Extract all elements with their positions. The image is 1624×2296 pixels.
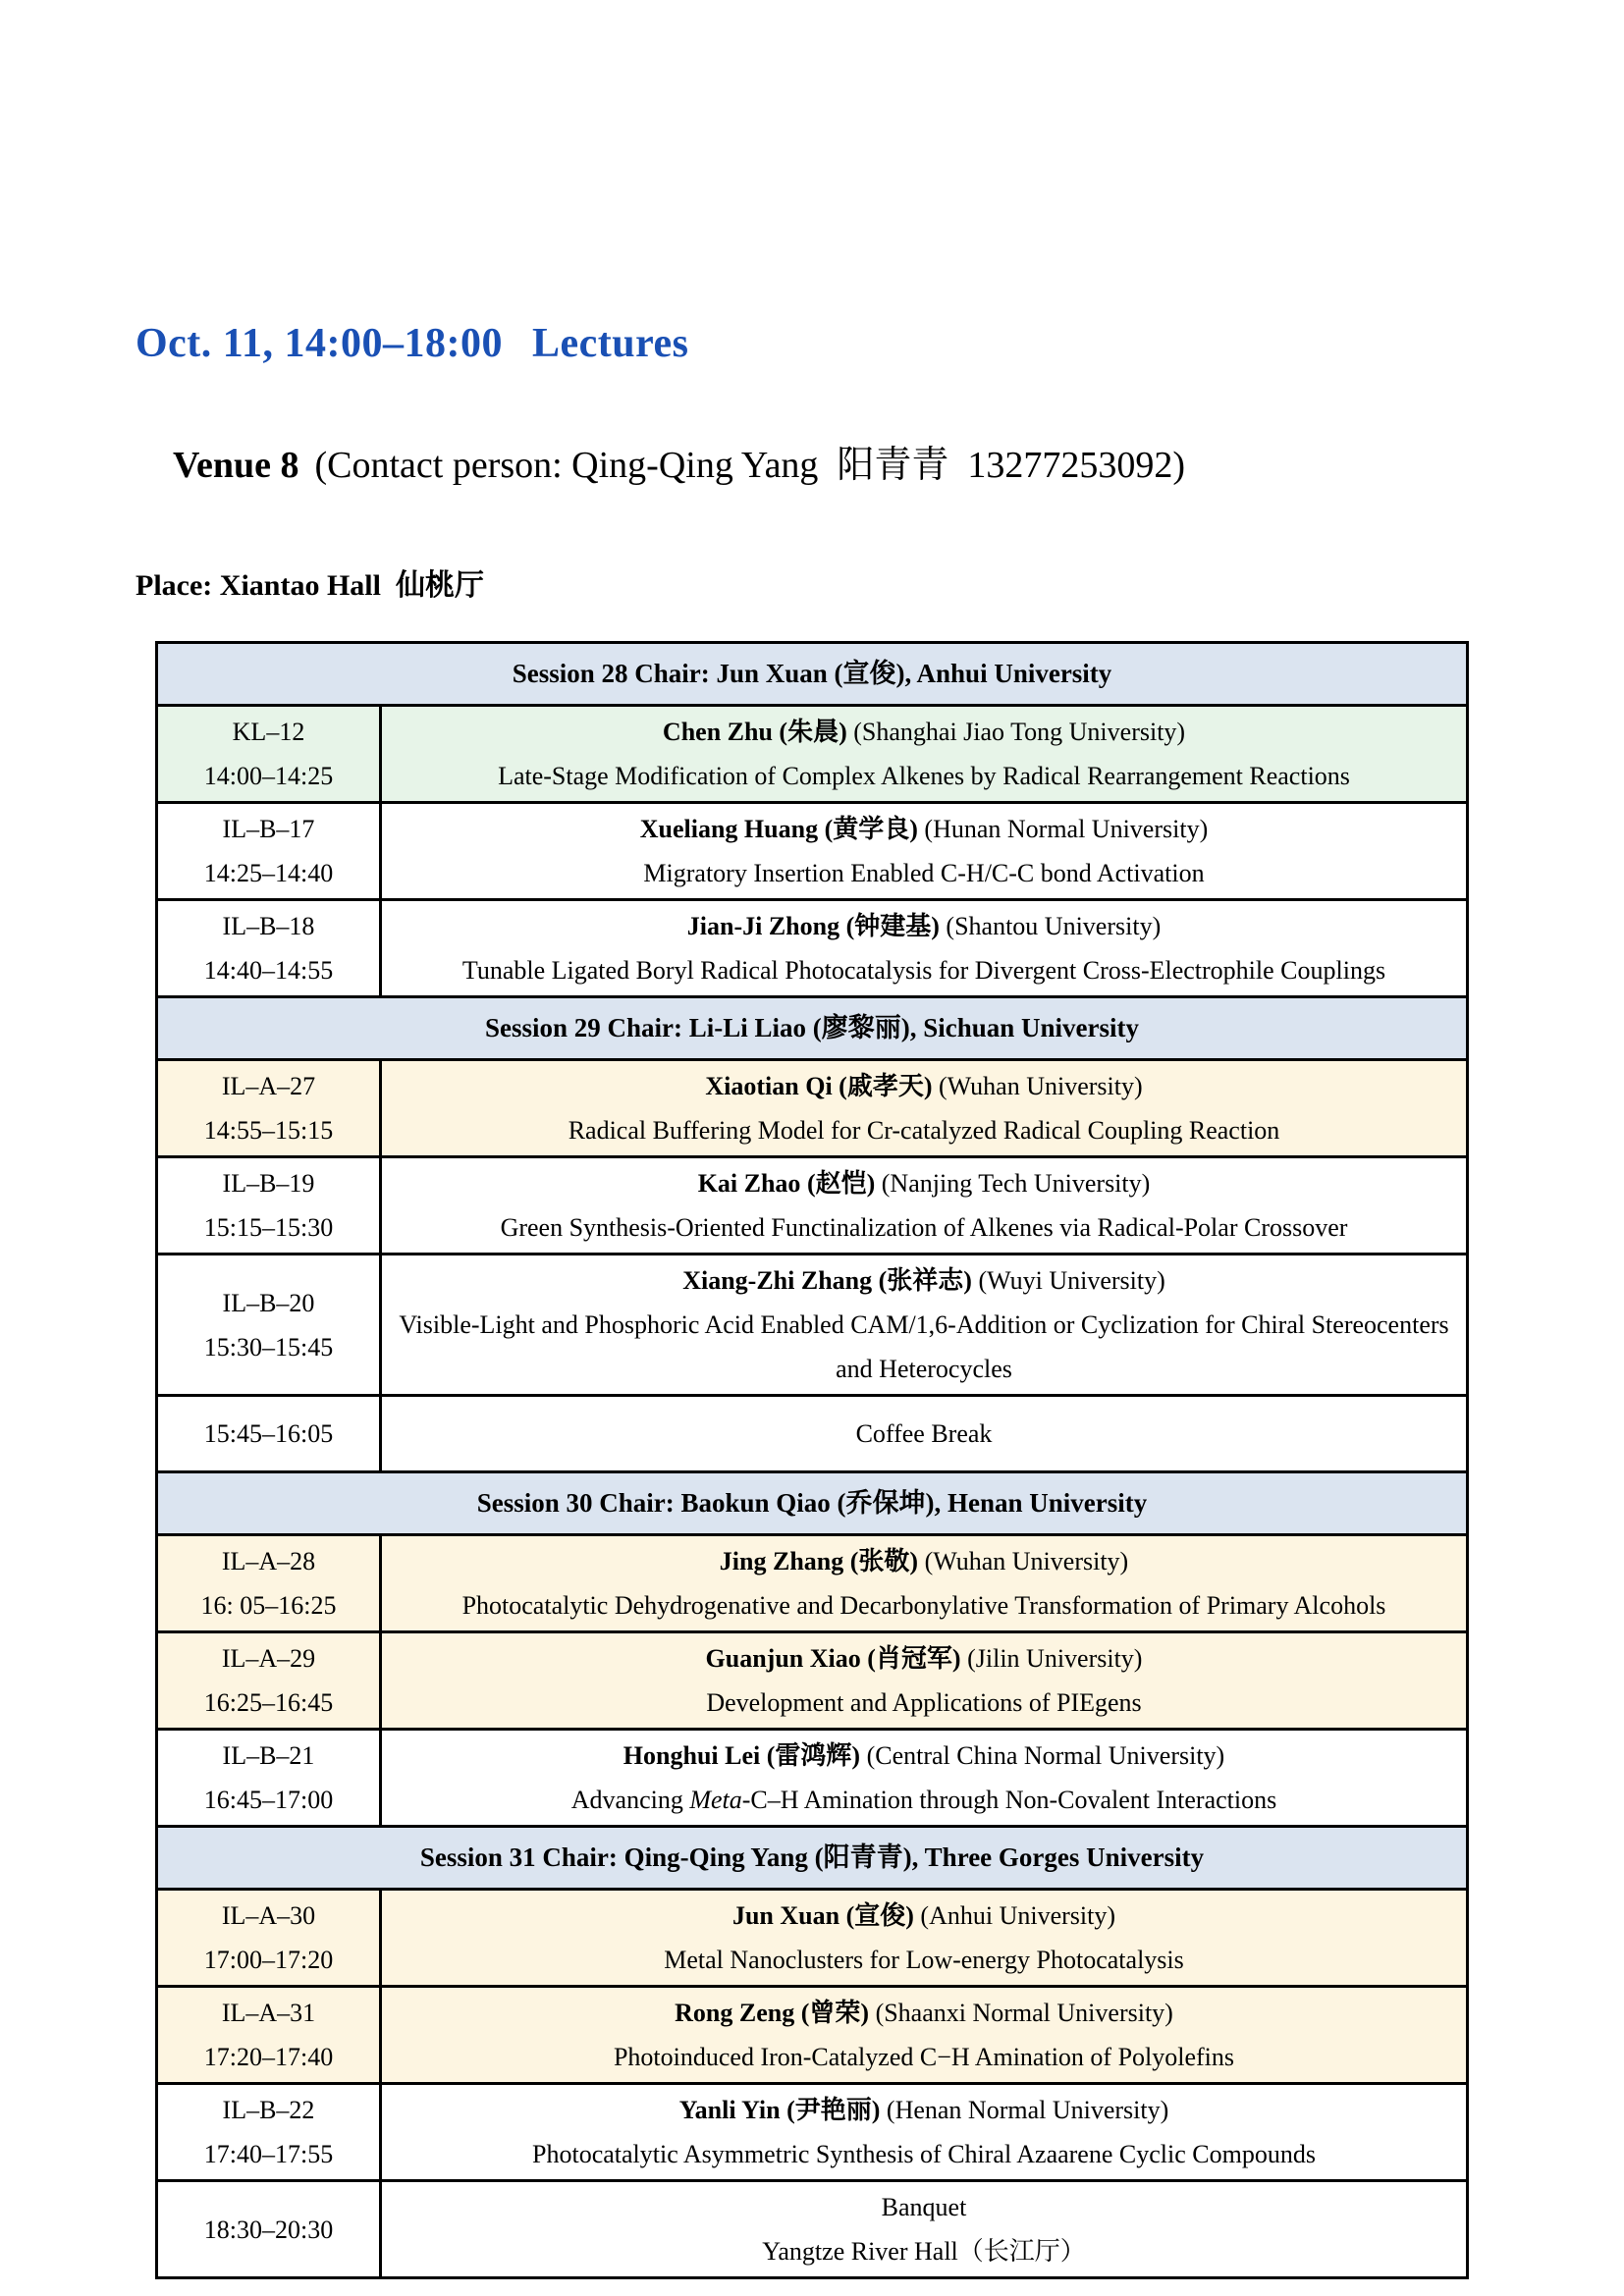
session-28-header-row: [157, 643, 1468, 706]
speaker-line: [392, 1636, 1456, 1681]
talk-row-il-b-21: [157, 1730, 1468, 1827]
talk-id: IL–B–20: [222, 1288, 315, 1317]
talk-id: IL–B–19: [222, 1169, 315, 1198]
talk-time: 14:25–14:40: [203, 859, 334, 887]
talk-id-time-cell: [157, 1535, 381, 1632]
banquet-label: Banquet: [881, 2193, 967, 2221]
speaker-name-cn: (肖冠军): [867, 1644, 961, 1673]
talk-time: 17:20–17:40: [203, 2043, 334, 2071]
talk-title: Photocatalytic Dehydrogenative and Decarbonylative Transformation of Primary Alcohols: [461, 1591, 1386, 1620]
talk-id-time-cell: [157, 706, 381, 803]
speaker-affiliation: (Wuhan University): [924, 1547, 1129, 1575]
talk-info-cell: [381, 1730, 1468, 1827]
speaker-name-cn: (尹艳丽): [786, 2096, 881, 2124]
speaker-line: [392, 1734, 1456, 1778]
speaker-affiliation: (Anhui University): [920, 1901, 1116, 1930]
speaker-affiliation: (Central China Normal University): [866, 1741, 1225, 1770]
speaker-line: [392, 807, 1456, 851]
talk-id: IL–B–21: [222, 1741, 315, 1770]
talk-info-cell: [381, 900, 1468, 997]
speaker-affiliation: (Shaanxi Normal University): [875, 1999, 1173, 2027]
talk-id: IL–A–27: [221, 1072, 316, 1100]
talk-time: 14:55–15:15: [203, 1116, 334, 1145]
speaker-line: [392, 1064, 1456, 1108]
talk-row-il-b-20: [157, 1255, 1468, 1396]
talk-row-il-b-22: [157, 2084, 1468, 2181]
break-time-cell: 15:45–16:05: [157, 1396, 381, 1472]
talk-title: Development and Applications of PIEgens: [706, 1688, 1142, 1717]
talk-time: 15:15–15:30: [203, 1213, 334, 1242]
talk-time: 16: 05–16:25: [200, 1591, 337, 1620]
speaker-line: [392, 1258, 1456, 1303]
talk-info-cell: [381, 1632, 1468, 1730]
italic-meta: Meta: [689, 1786, 742, 1814]
talk-row-kl-12: [157, 706, 1468, 803]
talk-info-cell: [381, 2084, 1468, 2181]
speaker-name: Jun Xuan: [731, 1901, 840, 1930]
banquet-time-cell: 18:30–20:30: [157, 2181, 381, 2278]
speaker-affiliation: (Jilin University): [967, 1644, 1143, 1673]
talk-time: 16:25–16:45: [203, 1688, 334, 1717]
speaker-name: Jing Zhang: [719, 1547, 844, 1575]
speaker-name: Xiaotian Qi: [705, 1072, 833, 1100]
speaker-affiliation: (Shanghai Jiao Tong University): [853, 718, 1186, 746]
talk-row-il-a-29: [157, 1632, 1468, 1730]
session-30-title: Session 30 Chair: Baokun Qiao (乔保坤), Henan University: [157, 1472, 1468, 1535]
speaker-line: [392, 904, 1456, 948]
talk-id-time-cell: [157, 2084, 381, 2181]
talk-info-cell: [381, 706, 1468, 803]
session-31-header-row: [157, 1827, 1468, 1890]
session-29-title: Session 29 Chair: Li-Li Liao (廖黎丽), Sichuan University: [157, 997, 1468, 1060]
talk-time: 14:00–14:25: [203, 762, 334, 790]
speaker-line: [392, 1894, 1456, 1938]
talk-info-cell: [381, 803, 1468, 900]
venue-contact: (Contact person: Qing-Qing Yang 阳青青 13277253092): [314, 445, 1186, 486]
talk-title: Green Synthesis-Oriented Functinalization of Alkenes via Radical-Polar Crossover: [500, 1213, 1348, 1242]
coffee-break-row: [157, 1396, 1468, 1472]
talk-time: 17:00–17:20: [203, 1946, 334, 1974]
schedule-table: [155, 641, 1469, 2279]
talk-title: Visible-Light and Phosphoric Acid Enabled CAM/1,6-Addition or Cyclization for Chiral Stereocenters and Heterocycles: [399, 1310, 1449, 1383]
talk-id: IL–A–31: [221, 1999, 316, 2027]
talk-id-time-cell: [157, 1730, 381, 1827]
session-31-title: Session 31 Chair: Qing-Qing Yang (阳青青), Three Gorges University: [157, 1827, 1468, 1890]
speaker-line: [392, 1161, 1456, 1205]
talk-row-il-a-30: [157, 1890, 1468, 1987]
speaker-name-cn: (朱晨): [779, 718, 847, 746]
speaker-line: [392, 1539, 1456, 1583]
speaker-name: Kai Zhao: [697, 1169, 801, 1198]
speaker-line: [392, 2088, 1456, 2132]
banquet-location: Yangtze River Hall（长江厅）: [762, 2237, 1086, 2266]
talk-id-time-cell: [157, 1255, 381, 1396]
banquet-row: [157, 2181, 1468, 2278]
talk-title: Photocatalytic Asymmetric Synthesis of Chiral Azaarene Cyclic Compounds: [532, 2140, 1316, 2168]
venue-line: [135, 391, 1477, 531]
speaker-name: Xueliang Huang: [639, 815, 819, 843]
talk-id-time-cell: [157, 1987, 381, 2084]
place-line: Place: Xiantao Hall 仙桃厅: [135, 569, 484, 602]
talk-info-cell: [381, 1535, 1468, 1632]
talk-id: KL–12: [232, 718, 305, 746]
speaker-name-cn: (张祥志): [878, 1266, 972, 1295]
speaker-name: Guanjun Xiao: [705, 1644, 861, 1673]
talk-row-il-a-27: [157, 1060, 1468, 1157]
talk-id: IL–B–17: [222, 815, 315, 843]
talk-title: Tunable Ligated Boryl Radical Photocatalysis for Divergent Cross-Electrophile Couplings: [461, 956, 1386, 985]
session-30-header-row: [157, 1472, 1468, 1535]
talk-title: Radical Buffering Model for Cr-catalyzed Radical Coupling Reaction: [568, 1116, 1280, 1145]
talk-info-cell: [381, 1157, 1468, 1255]
page-title-datetime: Oct. 11, 14:00–18:00: [135, 321, 503, 366]
talk-id: IL–B–22: [222, 2096, 315, 2124]
talk-row-il-b-18: [157, 900, 1468, 997]
talk-id-time-cell: [157, 1632, 381, 1730]
talk-row-il-b-17: [157, 803, 1468, 900]
speaker-line: [392, 710, 1456, 754]
speaker-name-cn: (黄学良): [824, 815, 918, 843]
talk-id-time-cell: [157, 803, 381, 900]
talk-id-time-cell: [157, 1890, 381, 1987]
speaker-name-cn: (张敬): [849, 1547, 919, 1575]
speaker-affiliation: (Wuhan University): [939, 1072, 1143, 1100]
speaker-name: Yanli Yin: [678, 2096, 781, 2124]
speaker-affiliation: (Henan Normal University): [886, 2096, 1169, 2124]
speaker-name-cn: (戚孝天): [839, 1072, 933, 1100]
speaker-name: Chen Zhu: [662, 718, 773, 746]
talk-title: Late-Stage Modification of Complex Alkenes by Radical Rearrangement Reactions: [498, 762, 1350, 790]
talk-title: Advancing Meta-C–H Amination through Non-Covalent Interactions: [570, 1786, 1277, 1814]
speaker-name: Honghui Lei: [623, 1741, 761, 1770]
banquet-info-cell: [381, 2181, 1468, 2278]
talk-time: 16:45–17:00: [203, 1786, 334, 1814]
speaker-name: Xiang-Zhi Zhang: [682, 1266, 873, 1295]
talk-id: IL–A–29: [221, 1644, 316, 1673]
talk-info-cell: [381, 1255, 1468, 1396]
venue-label: Venue 8: [173, 445, 299, 486]
session-28-title: Session 28 Chair: Jun Xuan (宣俊), Anhui University: [157, 643, 1468, 706]
talk-title: Metal Nanoclusters for Low-energy Photocatalysis: [664, 1946, 1184, 1974]
speaker-name-cn: (宣俊): [845, 1901, 914, 1930]
talk-id-time-cell: [157, 900, 381, 997]
speaker-affiliation: (Wuyi University): [978, 1266, 1165, 1295]
page-title: [135, 320, 1477, 367]
talk-info-cell: [381, 1987, 1468, 2084]
speaker-affiliation: (Hunan Normal University): [924, 815, 1209, 843]
speaker-name-cn: (赵恺): [806, 1169, 876, 1198]
speaker-name-cn: (钟建基): [845, 912, 940, 940]
talk-row-il-a-31: [157, 1987, 1468, 2084]
talk-time: 14:40–14:55: [203, 956, 334, 985]
speaker-name-cn: (曾荣): [800, 1999, 870, 2027]
talk-id-time-cell: [157, 1157, 381, 1255]
talk-title: Migratory Insertion Enabled C-H/C-C bond Activation: [643, 859, 1205, 887]
talk-id: IL–A–28: [221, 1547, 316, 1575]
speaker-affiliation: (Shantou University): [946, 912, 1162, 940]
talk-id-time-cell: [157, 1060, 381, 1157]
speaker-affiliation: (Nanjing Tech University): [881, 1169, 1151, 1198]
page-title-suffix: Lectures: [531, 321, 689, 366]
speaker-name-cn: (雷鸿辉): [766, 1741, 861, 1770]
speaker-name: Rong Zeng: [675, 1999, 795, 2027]
talk-row-il-a-28: [157, 1535, 1468, 1632]
break-label-cell: Coffee Break: [381, 1396, 1468, 1472]
talk-title: Photoinduced Iron-Catalyzed C−H Amination of Polyolefins: [613, 2043, 1235, 2071]
talk-info-cell: [381, 1890, 1468, 1987]
talk-time: 17:40–17:55: [203, 2140, 334, 2168]
talk-id: IL–A–30: [221, 1901, 316, 1930]
speaker-line: [392, 1991, 1456, 2035]
talk-id: IL–B–18: [222, 912, 315, 940]
talk-row-il-b-19: [157, 1157, 1468, 1255]
talk-time: 15:30–15:45: [203, 1332, 334, 1362]
session-29-header-row: [157, 997, 1468, 1060]
talk-info-cell: [381, 1060, 1468, 1157]
speaker-name: Jian-Ji Zhong: [686, 912, 840, 940]
